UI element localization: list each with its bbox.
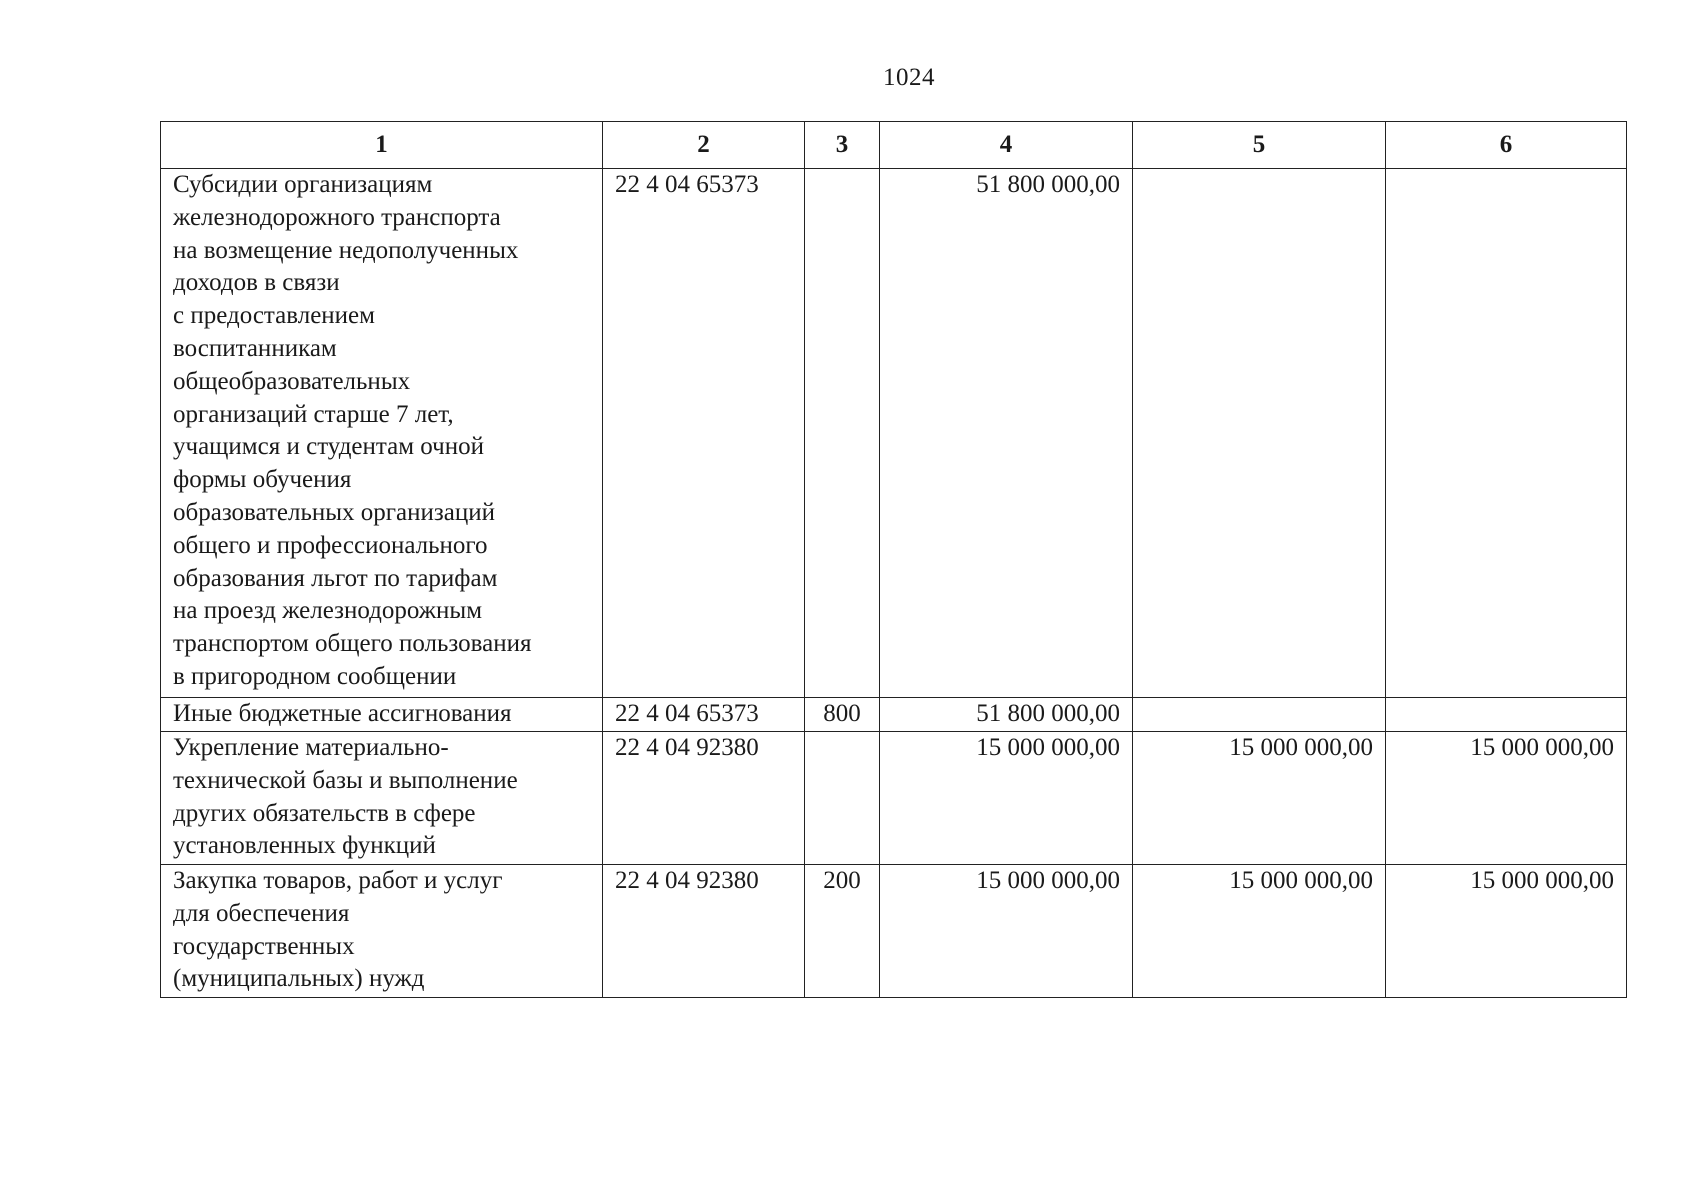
description-line: Закупка товаров, работ и услуг <box>173 867 503 894</box>
row-type <box>805 732 880 865</box>
budget-table <box>160 121 1627 998</box>
description-line: образовательных организаций <box>173 498 496 526</box>
description-line: доходов в связи <box>173 269 340 297</box>
row-code: 22 4 04 65373 <box>603 169 805 698</box>
row-code: 22 4 04 65373 <box>603 698 805 732</box>
description-line: в пригородном сообщении <box>173 662 457 690</box>
header-col-3: 3 <box>805 122 880 169</box>
description-line: образования льгот по тарифам <box>173 564 498 592</box>
description-line: Субсидии организациям <box>173 171 433 198</box>
description-line: государственных <box>173 932 355 960</box>
description-line: установленных функций <box>173 832 436 860</box>
table-row <box>161 865 1627 998</box>
description-line: формы обучения <box>173 466 352 494</box>
description-line: железнодорожного транспорта <box>173 203 501 231</box>
row-description <box>161 865 603 998</box>
description-line: общего и профессионального <box>173 531 488 559</box>
page-number: 1024 <box>883 64 935 91</box>
description-line: Укрепление материально- <box>173 734 449 761</box>
header-row <box>161 122 1627 169</box>
description-line: на проезд железнодорожным <box>173 597 483 625</box>
row-code: 22 4 04 92380 <box>603 865 805 998</box>
header-col-2: 2 <box>603 122 805 169</box>
table-row <box>161 732 1627 865</box>
row-amount-col4: 51 800 000,00 <box>880 169 1133 698</box>
header-col-5: 5 <box>1133 122 1386 169</box>
row-amount-col4: 15 000 000,00 <box>880 865 1133 998</box>
description-line: Иные бюджетные ассигнования <box>173 700 512 727</box>
description-line: общеобразовательных <box>173 367 411 395</box>
table-row <box>161 698 1627 732</box>
description-line: других обязательств в сфере <box>173 799 476 827</box>
row-code: 22 4 04 92380 <box>603 732 805 865</box>
row-amount-col6: 15 000 000,00 <box>1386 732 1627 865</box>
row-type: 200 <box>805 865 880 998</box>
table-row <box>161 169 1627 698</box>
row-amount-col6: 15 000 000,00 <box>1386 865 1627 998</box>
row-amount-col5 <box>1133 698 1386 732</box>
row-amount-col5: 15 000 000,00 <box>1133 865 1386 998</box>
description-line: транспортом общего пользования <box>173 630 532 658</box>
description-line: технической базы и выполнение <box>173 766 518 794</box>
description-line: (муниципальных) нужд <box>173 965 425 993</box>
description-line: для обеспечения <box>173 899 350 927</box>
row-amount-col6 <box>1386 698 1627 732</box>
row-type: 800 <box>805 698 880 732</box>
header-col-4: 4 <box>880 122 1133 169</box>
row-description <box>161 169 603 698</box>
header-col-1: 1 <box>161 122 603 169</box>
row-description <box>161 732 603 865</box>
description-line: организаций старше 7 лет, <box>173 400 454 428</box>
description-line: воспитанникам <box>173 334 337 362</box>
row-amount-col5: 15 000 000,00 <box>1133 732 1386 865</box>
row-type <box>805 169 880 698</box>
description-line: с предоставлением <box>173 302 375 330</box>
row-amount-col4: 51 800 000,00 <box>880 698 1133 732</box>
description-line: учащимся и студентам очной <box>173 433 484 461</box>
description-line: на возмещение недополученных <box>173 236 519 264</box>
row-amount-col5 <box>1133 169 1386 698</box>
row-amount-col6 <box>1386 169 1627 698</box>
row-description <box>161 698 603 732</box>
row-amount-col4: 15 000 000,00 <box>880 732 1133 865</box>
header-col-6: 6 <box>1386 122 1627 169</box>
